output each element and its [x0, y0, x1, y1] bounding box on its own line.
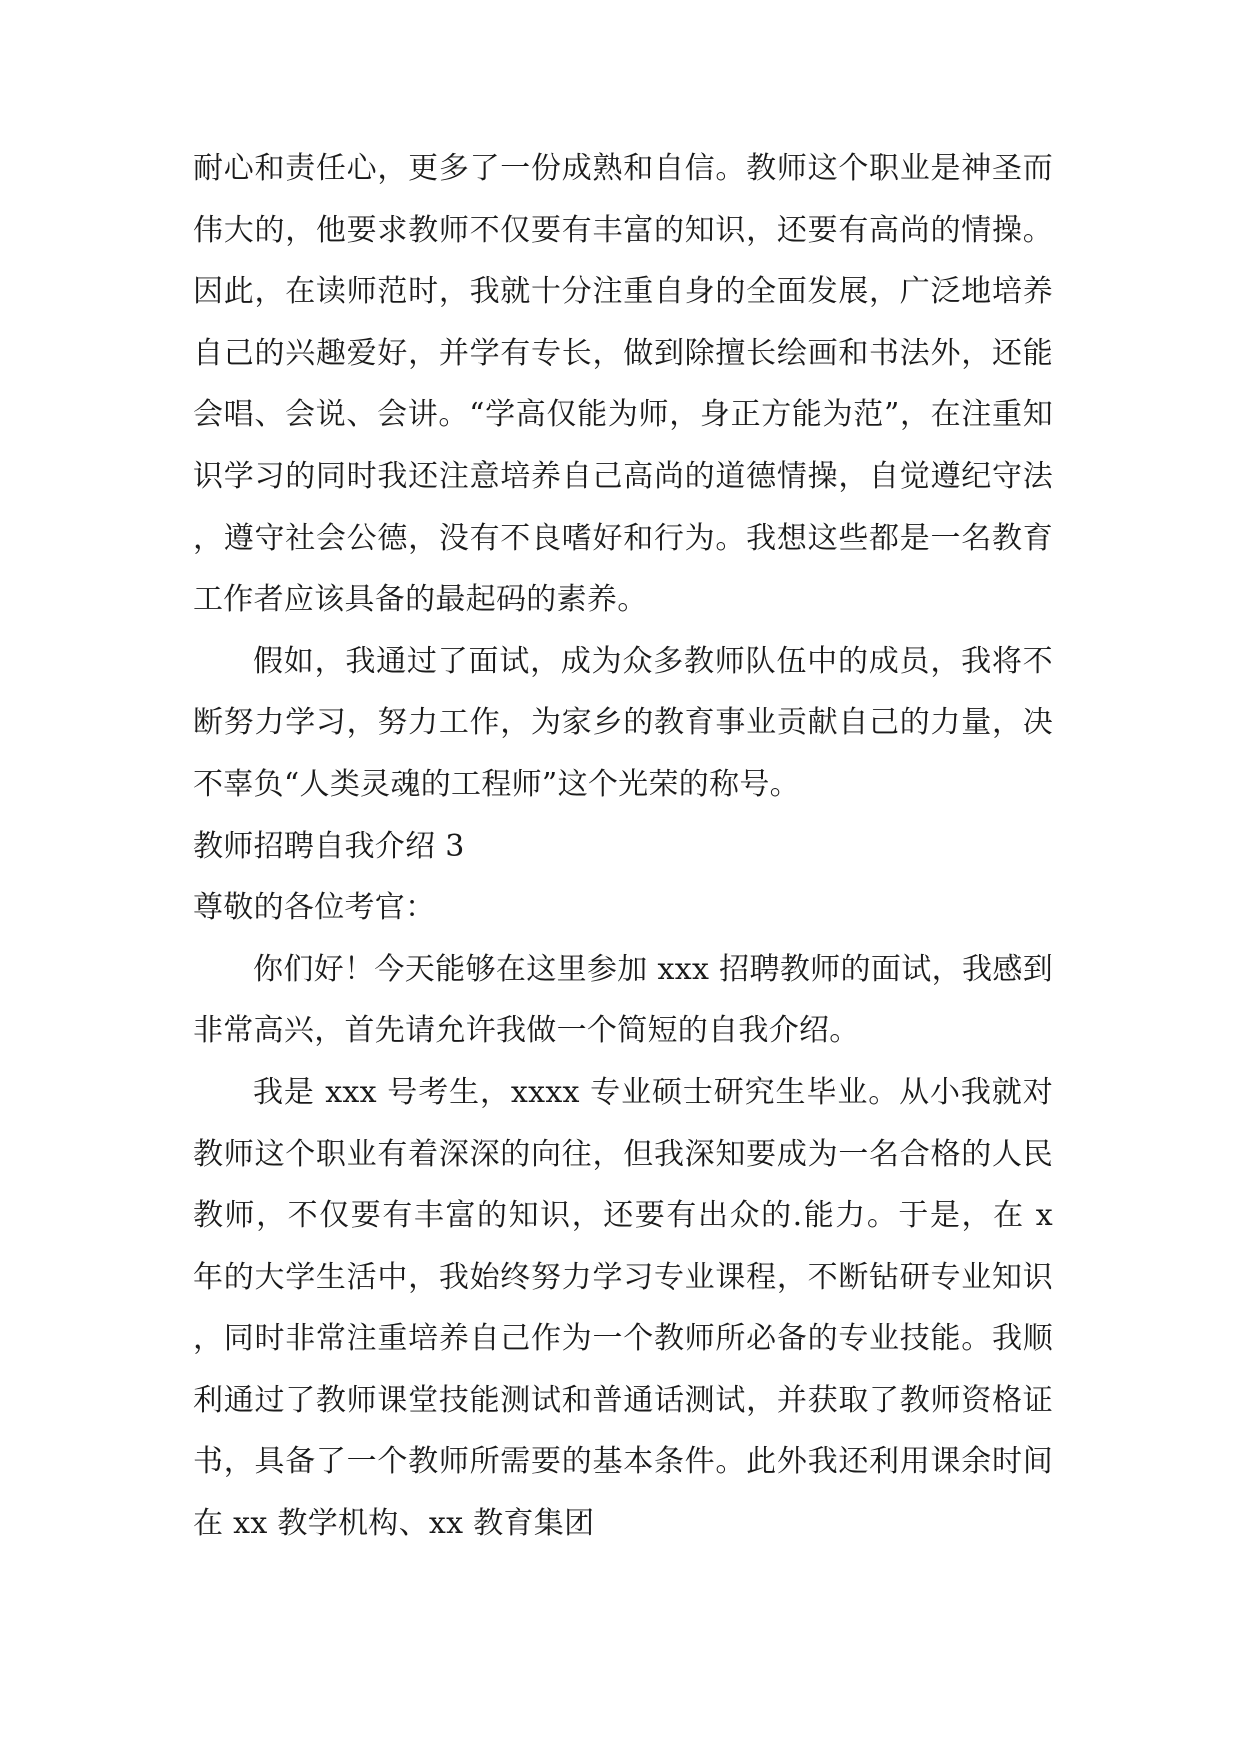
paragraph-closing: 假如，我通过了面试，成为众多教师队伍中的成员，我将不断努力学习，努力工作，为家乡的教育事业贡献自己的力量，决不辜负“人类灵魂的工程师”这个光荣的称号。 [193, 643, 1053, 802]
paragraph-continuation: 耐心和责任心，更多了一份成熟和自信。教师这个职业是神圣而伟大的，他要求教师不仅要有丰富的知识，还要有高尚的情操。因此，在读师范时，我就十分注重自身的全面发展，广泛地培养自己的兴趣爱好，并学有专长，做到除擅长绘画和书法外，还能会唱、会说、会讲。“学高仅能为师，身正方能为范”，在注重知识学习的同时我还注意培养自己高尚的道德情操，自觉遵纪守法，遵守社会公德，没有不良嗜好和行为。我想这些都是一名教育工作者应该具备的最起码的素养。 [193, 151, 1053, 618]
paragraph-background: 我是 xxx 号考生，xxxx 专业硕士研究生毕业。从小我就对教师这个职业有着深深的向往，但我深知要成为一名合格的人民教师，不仅要有丰富的知识，还要有出众的.能力。于是，在 x 年的大学生活中，我始终努力学习专业课程，不断钻研专业知识，同时非常注重培养自己作为一个教师所必备的专业技能。我顺利通过了教师课堂技能测试和普通话测试，并获取了教师资格证书，具备了一个教师所需要的基本条件。此外我还利用课余时间在 xx 教学机构、xx 教育集团 [193, 1074, 1053, 1542]
salutation: 尊敬的各位考官： [193, 890, 436, 926]
section-title: 教师招聘自我介绍 3 [193, 828, 465, 864]
document-page [193, 138, 1053, 1555]
paragraph-greeting: 你们好！今天能够在这里参加 xxx 招聘教师的面试，我感到非常高兴，首先请允许我做一个简短的自我介绍。 [193, 951, 1053, 1049]
